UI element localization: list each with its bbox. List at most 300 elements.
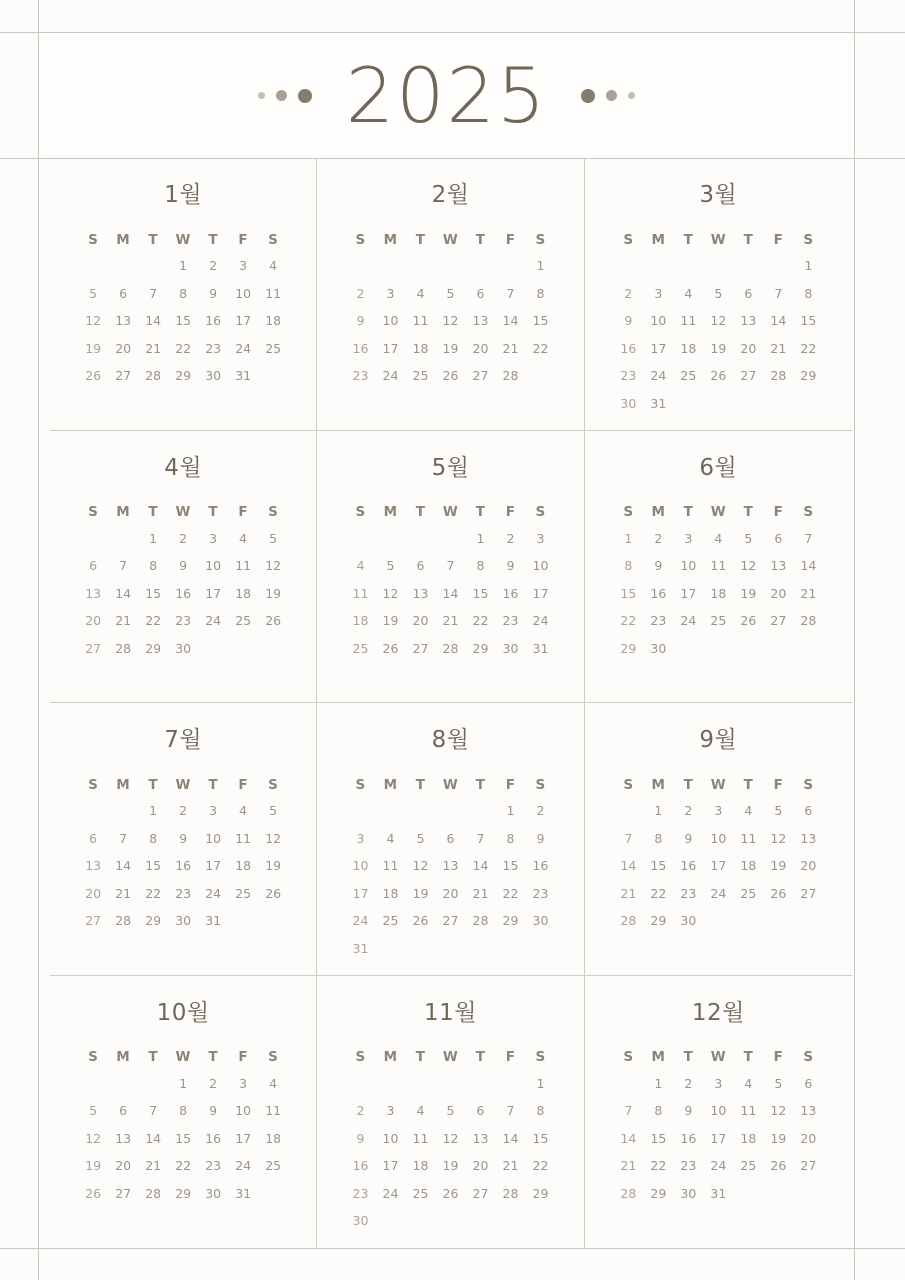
day-cell[interactable]: 4 (744, 803, 753, 819)
day-cell[interactable]: 28 (442, 640, 459, 656)
day-cell[interactable]: 19 (710, 340, 727, 356)
day-cell[interactable]: 27 (472, 1185, 489, 1201)
day-cell[interactable]: 2 (209, 258, 218, 274)
day-cell[interactable]: 14 (620, 858, 637, 874)
day-cell[interactable]: 18 (680, 340, 697, 356)
day-cell[interactable]: 31 (710, 1185, 727, 1201)
day-cell[interactable]: 1 (536, 1075, 545, 1091)
day-cell[interactable]: 8 (536, 285, 545, 301)
day-cell[interactable]: 9 (209, 285, 218, 301)
day-cell[interactable]: 10 (710, 1103, 727, 1119)
day-cell[interactable]: 29 (472, 640, 489, 656)
day-cell[interactable]: 21 (502, 340, 519, 356)
day-cell[interactable]: 24 (205, 613, 222, 629)
day-cell[interactable]: 7 (446, 558, 455, 574)
day-cell[interactable]: 23 (620, 368, 637, 384)
day-cell[interactable]: 6 (804, 1075, 813, 1091)
day-cell[interactable]: 10 (382, 313, 399, 329)
day-cell[interactable]: 8 (536, 1103, 545, 1119)
day-cell[interactable]: 5 (269, 530, 278, 546)
day-cell[interactable]: 16 (352, 340, 369, 356)
day-cell[interactable]: 14 (770, 313, 787, 329)
day-cell[interactable]: 11 (710, 558, 727, 574)
day-cell[interactable]: 28 (800, 613, 817, 629)
day-cell[interactable]: 6 (744, 285, 753, 301)
day-cell[interactable]: 4 (386, 830, 395, 846)
day-cell[interactable]: 24 (352, 913, 369, 929)
day-cell[interactable]: 21 (770, 340, 787, 356)
day-cell[interactable]: 24 (205, 885, 222, 901)
day-cell[interactable]: 8 (654, 1103, 663, 1119)
day-cell[interactable]: 11 (382, 858, 399, 874)
day-cell[interactable]: 21 (800, 585, 817, 601)
day-cell[interactable]: 20 (442, 885, 459, 901)
day-cell[interactable]: 4 (416, 1103, 425, 1119)
day-cell[interactable]: 3 (209, 803, 218, 819)
day-cell[interactable]: 11 (265, 285, 282, 301)
day-cell[interactable]: 10 (205, 830, 222, 846)
day-cell[interactable]: 27 (740, 368, 757, 384)
day-cell[interactable]: 31 (235, 368, 252, 384)
day-cell[interactable]: 7 (149, 1103, 158, 1119)
day-cell[interactable]: 18 (265, 1130, 282, 1146)
day-cell[interactable]: 11 (235, 830, 252, 846)
day-cell[interactable]: 3 (714, 1075, 723, 1091)
day-cell[interactable]: 21 (620, 885, 637, 901)
day-cell[interactable]: 3 (239, 258, 248, 274)
day-cell[interactable]: 16 (680, 1130, 697, 1146)
day-cell[interactable]: 1 (149, 803, 158, 819)
day-cell[interactable]: 5 (774, 1075, 783, 1091)
day-cell[interactable]: 16 (175, 858, 192, 874)
day-cell[interactable]: 12 (770, 1103, 787, 1119)
day-cell[interactable]: 17 (710, 858, 727, 874)
day-cell[interactable]: 3 (684, 530, 693, 546)
day-cell[interactable]: 4 (239, 530, 248, 546)
day-cell[interactable]: 19 (85, 1158, 102, 1174)
day-cell[interactable]: 20 (472, 340, 489, 356)
day-cell[interactable]: 1 (149, 530, 158, 546)
day-cell[interactable]: 18 (265, 313, 282, 329)
day-cell[interactable]: 3 (356, 830, 365, 846)
day-cell[interactable]: 30 (620, 395, 637, 411)
day-cell[interactable]: 11 (680, 313, 697, 329)
day-cell[interactable]: 18 (710, 585, 727, 601)
day-cell[interactable]: 28 (145, 368, 162, 384)
day-cell[interactable]: 12 (265, 830, 282, 846)
day-cell[interactable]: 17 (382, 340, 399, 356)
day-cell[interactable]: 27 (442, 913, 459, 929)
day-cell[interactable]: 23 (175, 613, 192, 629)
day-cell[interactable]: 14 (502, 313, 519, 329)
day-cell[interactable]: 17 (235, 313, 252, 329)
day-cell[interactable]: 24 (235, 340, 252, 356)
day-cell[interactable]: 21 (442, 613, 459, 629)
day-cell[interactable]: 17 (650, 340, 667, 356)
day-cell[interactable]: 4 (744, 1075, 753, 1091)
day-cell[interactable]: 10 (382, 1130, 399, 1146)
day-cell[interactable]: 18 (352, 613, 369, 629)
day-cell[interactable]: 27 (115, 368, 132, 384)
day-cell[interactable]: 28 (472, 913, 489, 929)
day-cell[interactable]: 17 (710, 1130, 727, 1146)
day-cell[interactable]: 12 (382, 585, 399, 601)
day-cell[interactable]: 13 (770, 558, 787, 574)
day-cell[interactable]: 19 (85, 340, 102, 356)
day-cell[interactable]: 14 (502, 1130, 519, 1146)
day-cell[interactable]: 13 (472, 1130, 489, 1146)
day-cell[interactable]: 22 (532, 1158, 549, 1174)
day-cell[interactable]: 28 (502, 368, 519, 384)
day-cell[interactable]: 13 (800, 830, 817, 846)
day-cell[interactable]: 13 (472, 313, 489, 329)
day-cell[interactable]: 13 (412, 585, 429, 601)
day-cell[interactable]: 9 (209, 1103, 218, 1119)
day-cell[interactable]: 27 (770, 613, 787, 629)
day-cell[interactable]: 2 (356, 285, 365, 301)
day-cell[interactable]: 28 (115, 913, 132, 929)
day-cell[interactable]: 3 (239, 1075, 248, 1091)
day-cell[interactable]: 31 (650, 395, 667, 411)
day-cell[interactable]: 17 (382, 1158, 399, 1174)
day-cell[interactable]: 9 (536, 830, 545, 846)
day-cell[interactable]: 12 (85, 1130, 102, 1146)
day-cell[interactable]: 29 (502, 913, 519, 929)
day-cell[interactable]: 27 (115, 1185, 132, 1201)
day-cell[interactable]: 11 (740, 830, 757, 846)
day-cell[interactable]: 30 (502, 640, 519, 656)
day-cell[interactable]: 5 (416, 830, 425, 846)
day-cell[interactable]: 15 (175, 1130, 192, 1146)
day-cell[interactable]: 22 (145, 613, 162, 629)
day-cell[interactable]: 26 (85, 368, 102, 384)
day-cell[interactable]: 20 (412, 613, 429, 629)
day-cell[interactable]: 22 (145, 885, 162, 901)
day-cell[interactable]: 20 (85, 613, 102, 629)
day-cell[interactable]: 8 (506, 830, 515, 846)
day-cell[interactable]: 21 (145, 340, 162, 356)
day-cell[interactable]: 24 (710, 885, 727, 901)
day-cell[interactable]: 19 (412, 885, 429, 901)
day-cell[interactable]: 28 (502, 1185, 519, 1201)
day-cell[interactable]: 16 (680, 858, 697, 874)
day-cell[interactable]: 20 (800, 858, 817, 874)
day-cell[interactable]: 24 (680, 613, 697, 629)
day-cell[interactable]: 28 (145, 1185, 162, 1201)
day-cell[interactable]: 1 (536, 258, 545, 274)
day-cell[interactable]: 26 (382, 640, 399, 656)
day-cell[interactable]: 25 (740, 1158, 757, 1174)
day-cell[interactable]: 31 (352, 940, 369, 956)
day-cell[interactable]: 1 (476, 530, 485, 546)
day-cell[interactable]: 14 (620, 1130, 637, 1146)
day-cell[interactable]: 16 (650, 585, 667, 601)
day-cell[interactable]: 20 (115, 1158, 132, 1174)
day-cell[interactable]: 23 (502, 613, 519, 629)
day-cell[interactable]: 30 (352, 1213, 369, 1229)
day-cell[interactable]: 9 (356, 313, 365, 329)
day-cell[interactable]: 12 (412, 858, 429, 874)
day-cell[interactable]: 26 (770, 885, 787, 901)
day-cell[interactable]: 10 (205, 558, 222, 574)
day-cell[interactable]: 13 (115, 313, 132, 329)
day-cell[interactable]: 25 (235, 885, 252, 901)
day-cell[interactable]: 18 (740, 858, 757, 874)
day-cell[interactable]: 8 (624, 558, 633, 574)
day-cell[interactable]: 19 (770, 1130, 787, 1146)
day-cell[interactable]: 6 (476, 285, 485, 301)
day-cell[interactable]: 26 (442, 1185, 459, 1201)
day-cell[interactable]: 2 (624, 285, 633, 301)
day-cell[interactable]: 29 (800, 368, 817, 384)
day-cell[interactable]: 16 (205, 1130, 222, 1146)
day-cell[interactable]: 5 (89, 1103, 98, 1119)
day-cell[interactable]: 24 (382, 1185, 399, 1201)
day-cell[interactable]: 23 (205, 340, 222, 356)
day-cell[interactable]: 21 (502, 1158, 519, 1174)
day-cell[interactable]: 12 (442, 1130, 459, 1146)
day-cell[interactable]: 1 (624, 530, 633, 546)
day-cell[interactable]: 7 (476, 830, 485, 846)
day-cell[interactable]: 9 (506, 558, 515, 574)
day-cell[interactable]: 6 (89, 830, 98, 846)
day-cell[interactable]: 26 (770, 1158, 787, 1174)
day-cell[interactable]: 14 (115, 585, 132, 601)
day-cell[interactable]: 12 (740, 558, 757, 574)
day-cell[interactable]: 6 (89, 558, 98, 574)
day-cell[interactable]: 22 (175, 340, 192, 356)
day-cell[interactable]: 13 (800, 1103, 817, 1119)
day-cell[interactable]: 22 (800, 340, 817, 356)
day-cell[interactable]: 19 (265, 585, 282, 601)
day-cell[interactable]: 23 (205, 1158, 222, 1174)
day-cell[interactable]: 3 (386, 285, 395, 301)
day-cell[interactable]: 14 (800, 558, 817, 574)
day-cell[interactable]: 10 (235, 285, 252, 301)
day-cell[interactable]: 5 (386, 558, 395, 574)
day-cell[interactable]: 2 (536, 803, 545, 819)
day-cell[interactable]: 29 (145, 913, 162, 929)
day-cell[interactable]: 18 (235, 858, 252, 874)
day-cell[interactable]: 21 (620, 1158, 637, 1174)
day-cell[interactable]: 4 (416, 285, 425, 301)
day-cell[interactable]: 30 (205, 368, 222, 384)
day-cell[interactable]: 31 (235, 1185, 252, 1201)
day-cell[interactable]: 11 (740, 1103, 757, 1119)
day-cell[interactable]: 9 (684, 830, 693, 846)
day-cell[interactable]: 9 (624, 313, 633, 329)
day-cell[interactable]: 4 (269, 258, 278, 274)
day-cell[interactable]: 26 (442, 368, 459, 384)
day-cell[interactable]: 1 (179, 258, 188, 274)
day-cell[interactable]: 17 (532, 585, 549, 601)
day-cell[interactable]: 10 (235, 1103, 252, 1119)
day-cell[interactable]: 17 (205, 858, 222, 874)
day-cell[interactable]: 22 (650, 885, 667, 901)
day-cell[interactable]: 26 (265, 885, 282, 901)
day-cell[interactable]: 25 (680, 368, 697, 384)
day-cell[interactable]: 27 (85, 640, 102, 656)
day-cell[interactable]: 10 (532, 558, 549, 574)
day-cell[interactable]: 12 (770, 830, 787, 846)
day-cell[interactable]: 23 (680, 885, 697, 901)
day-cell[interactable]: 5 (714, 285, 723, 301)
day-cell[interactable]: 23 (352, 1185, 369, 1201)
day-cell[interactable]: 26 (265, 613, 282, 629)
day-cell[interactable]: 17 (235, 1130, 252, 1146)
day-cell[interactable]: 25 (710, 613, 727, 629)
day-cell[interactable]: 7 (149, 285, 158, 301)
day-cell[interactable]: 2 (684, 1075, 693, 1091)
day-cell[interactable]: 10 (680, 558, 697, 574)
day-cell[interactable]: 5 (446, 1103, 455, 1119)
day-cell[interactable]: 10 (710, 830, 727, 846)
day-cell[interactable]: 23 (352, 368, 369, 384)
day-cell[interactable]: 9 (684, 1103, 693, 1119)
day-cell[interactable]: 8 (804, 285, 813, 301)
day-cell[interactable]: 24 (710, 1158, 727, 1174)
day-cell[interactable]: 25 (412, 1185, 429, 1201)
day-cell[interactable]: 4 (714, 530, 723, 546)
day-cell[interactable]: 7 (119, 558, 128, 574)
day-cell[interactable]: 16 (532, 858, 549, 874)
day-cell[interactable]: 15 (650, 858, 667, 874)
day-cell[interactable]: 11 (352, 585, 369, 601)
day-cell[interactable]: 13 (442, 858, 459, 874)
day-cell[interactable]: 27 (800, 1158, 817, 1174)
day-cell[interactable]: 30 (205, 1185, 222, 1201)
day-cell[interactable]: 17 (352, 885, 369, 901)
day-cell[interactable]: 9 (356, 1130, 365, 1146)
day-cell[interactable]: 9 (654, 558, 663, 574)
day-cell[interactable]: 9 (179, 558, 188, 574)
day-cell[interactable]: 15 (145, 858, 162, 874)
day-cell[interactable]: 5 (774, 803, 783, 819)
day-cell[interactable]: 15 (145, 585, 162, 601)
day-cell[interactable]: 14 (442, 585, 459, 601)
day-cell[interactable]: 30 (680, 1185, 697, 1201)
day-cell[interactable]: 8 (149, 830, 158, 846)
day-cell[interactable]: 20 (770, 585, 787, 601)
day-cell[interactable]: 5 (89, 285, 98, 301)
day-cell[interactable]: 6 (476, 1103, 485, 1119)
day-cell[interactable]: 1 (804, 258, 813, 274)
day-cell[interactable]: 28 (620, 1185, 637, 1201)
day-cell[interactable]: 16 (205, 313, 222, 329)
day-cell[interactable]: 21 (115, 613, 132, 629)
day-cell[interactable]: 14 (145, 313, 162, 329)
day-cell[interactable]: 19 (382, 613, 399, 629)
day-cell[interactable]: 22 (620, 613, 637, 629)
day-cell[interactable]: 30 (680, 913, 697, 929)
day-cell[interactable]: 27 (412, 640, 429, 656)
day-cell[interactable]: 14 (115, 858, 132, 874)
day-cell[interactable]: 16 (352, 1158, 369, 1174)
day-cell[interactable]: 12 (265, 558, 282, 574)
day-cell[interactable]: 23 (532, 885, 549, 901)
day-cell[interactable]: 15 (620, 585, 637, 601)
day-cell[interactable]: 26 (412, 913, 429, 929)
day-cell[interactable]: 5 (269, 803, 278, 819)
day-cell[interactable]: 8 (149, 558, 158, 574)
day-cell[interactable]: 17 (680, 585, 697, 601)
day-cell[interactable]: 31 (205, 913, 222, 929)
day-cell[interactable]: 28 (770, 368, 787, 384)
day-cell[interactable]: 17 (205, 585, 222, 601)
day-cell[interactable]: 30 (650, 640, 667, 656)
day-cell[interactable]: 21 (145, 1158, 162, 1174)
day-cell[interactable]: 25 (382, 913, 399, 929)
day-cell[interactable]: 19 (740, 585, 757, 601)
day-cell[interactable]: 11 (265, 1103, 282, 1119)
day-cell[interactable]: 18 (235, 585, 252, 601)
day-cell[interactable]: 2 (684, 803, 693, 819)
day-cell[interactable]: 27 (800, 885, 817, 901)
day-cell[interactable]: 29 (650, 1185, 667, 1201)
day-cell[interactable]: 2 (209, 1075, 218, 1091)
day-cell[interactable]: 29 (620, 640, 637, 656)
day-cell[interactable]: 20 (115, 340, 132, 356)
day-cell[interactable]: 29 (175, 1185, 192, 1201)
day-cell[interactable]: 7 (804, 530, 813, 546)
day-cell[interactable]: 2 (356, 1103, 365, 1119)
day-cell[interactable]: 4 (239, 803, 248, 819)
day-cell[interactable]: 4 (269, 1075, 278, 1091)
day-cell[interactable]: 7 (774, 285, 783, 301)
day-cell[interactable]: 12 (85, 313, 102, 329)
day-cell[interactable]: 8 (179, 1103, 188, 1119)
day-cell[interactable]: 7 (119, 830, 128, 846)
day-cell[interactable]: 29 (145, 640, 162, 656)
day-cell[interactable]: 1 (654, 1075, 663, 1091)
day-cell[interactable]: 22 (532, 340, 549, 356)
day-cell[interactable]: 3 (536, 530, 545, 546)
day-cell[interactable]: 5 (446, 285, 455, 301)
day-cell[interactable]: 3 (209, 530, 218, 546)
day-cell[interactable]: 14 (145, 1130, 162, 1146)
day-cell[interactable]: 22 (472, 613, 489, 629)
day-cell[interactable]: 26 (85, 1185, 102, 1201)
day-cell[interactable]: 23 (680, 1158, 697, 1174)
day-cell[interactable]: 24 (650, 368, 667, 384)
day-cell[interactable]: 10 (352, 858, 369, 874)
day-cell[interactable]: 26 (740, 613, 757, 629)
day-cell[interactable]: 13 (85, 858, 102, 874)
day-cell[interactable]: 10 (650, 313, 667, 329)
day-cell[interactable]: 18 (412, 340, 429, 356)
day-cell[interactable]: 18 (740, 1130, 757, 1146)
day-cell[interactable]: 15 (800, 313, 817, 329)
day-cell[interactable]: 13 (740, 313, 757, 329)
day-cell[interactable]: 20 (740, 340, 757, 356)
day-cell[interactable]: 11 (235, 558, 252, 574)
day-cell[interactable]: 27 (85, 913, 102, 929)
day-cell[interactable]: 20 (85, 885, 102, 901)
day-cell[interactable]: 22 (650, 1158, 667, 1174)
day-cell[interactable]: 15 (175, 313, 192, 329)
day-cell[interactable]: 30 (532, 913, 549, 929)
day-cell[interactable]: 25 (412, 368, 429, 384)
day-cell[interactable]: 29 (532, 1185, 549, 1201)
day-cell[interactable]: 24 (382, 368, 399, 384)
day-cell[interactable]: 3 (654, 285, 663, 301)
day-cell[interactable]: 19 (442, 340, 459, 356)
day-cell[interactable]: 30 (175, 640, 192, 656)
day-cell[interactable]: 4 (356, 558, 365, 574)
day-cell[interactable]: 21 (115, 885, 132, 901)
day-cell[interactable]: 25 (265, 1158, 282, 1174)
day-cell[interactable]: 19 (265, 858, 282, 874)
